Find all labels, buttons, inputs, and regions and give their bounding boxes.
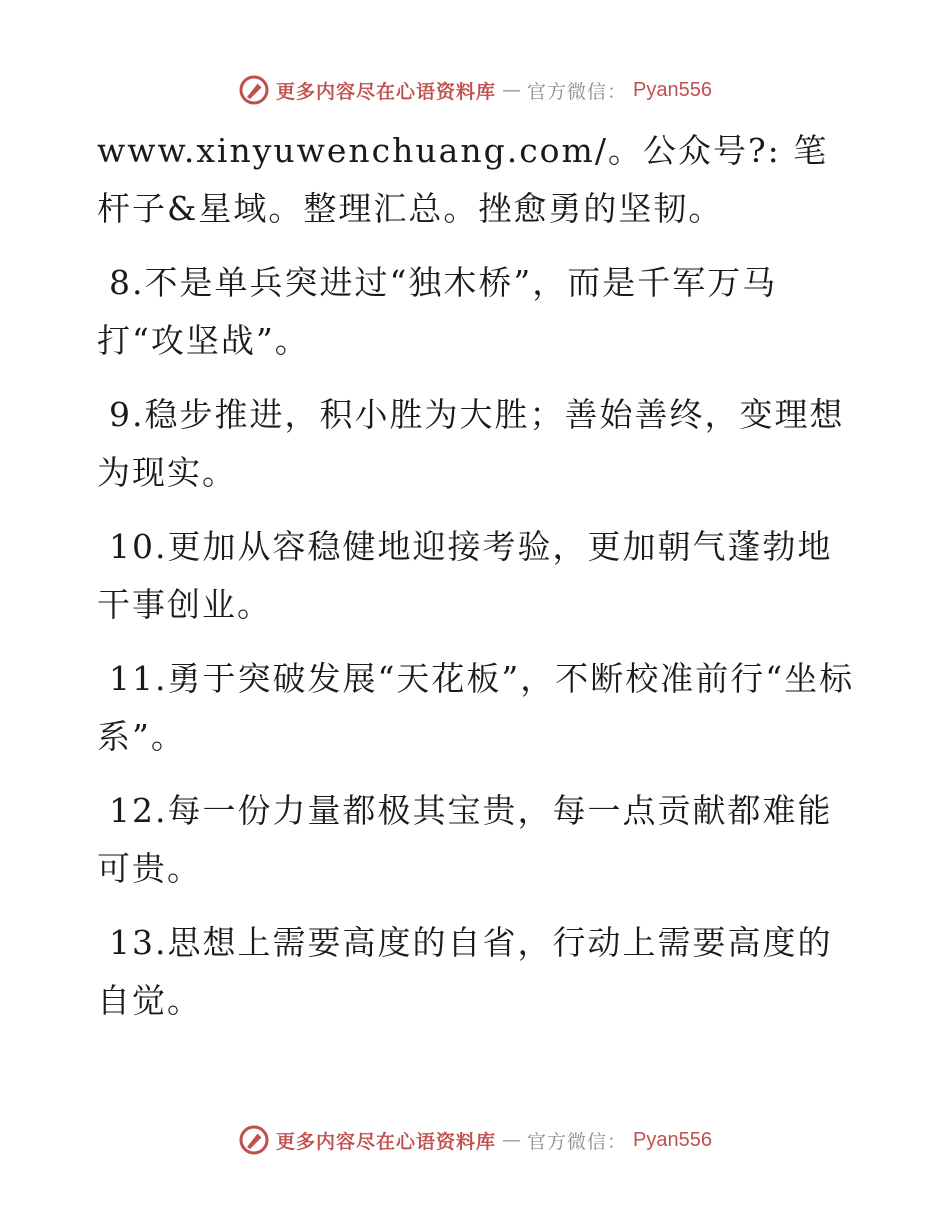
pen-nib-circle-icon <box>238 74 270 106</box>
paragraph-item-10: 10.更加从容稳健地迎接考验，更加朝气蓬勃地干事创业。 <box>97 527 833 624</box>
page-footer-banner <box>0 1120 950 1160</box>
banner-separator: — <box>502 79 522 101</box>
paragraph-item-9: 9.稳步推进，积小胜为大胜；善始善终，变理想为现实。 <box>97 395 845 492</box>
paragraph-item-11: 11.勇于突破发展“天花板”，不断校准前行“坐标系”。 <box>97 659 855 756</box>
paragraph-intro: www.xinyuwenchuang.com/。公众号?: 笔杆子&星域。整理汇总。挫愈勇的坚韧。 <box>97 131 829 228</box>
banner-main-text: 更多内容尽在心语资料库 <box>276 80 497 103</box>
banner-main-text: 更多内容尽在心语资料库 <box>276 1130 497 1153</box>
document-body <box>97 122 857 1046</box>
pen-nib-circle-icon <box>238 1124 270 1156</box>
paragraph-item-8: 8.不是单兵突进过“独木桥”，而是千军万马打“攻坚战”。 <box>97 263 778 360</box>
banner-separator: — <box>502 1129 522 1151</box>
banner-wechat-id: Pyan556 <box>633 1128 712 1151</box>
paragraph-item-12: 12.每一份力量都极其宝贵，每一点贡献都难能可贵。 <box>97 791 833 888</box>
page-header-banner <box>0 70 950 110</box>
banner-wechat-label: 官方微信： <box>527 80 628 103</box>
banner-wechat-label: 官方微信： <box>527 1130 628 1153</box>
paragraph-item-13: 13.思想上需要高度的自省，行动上需要高度的自觉。 <box>97 923 833 1020</box>
banner-wechat-id: Pyan556 <box>633 78 712 101</box>
